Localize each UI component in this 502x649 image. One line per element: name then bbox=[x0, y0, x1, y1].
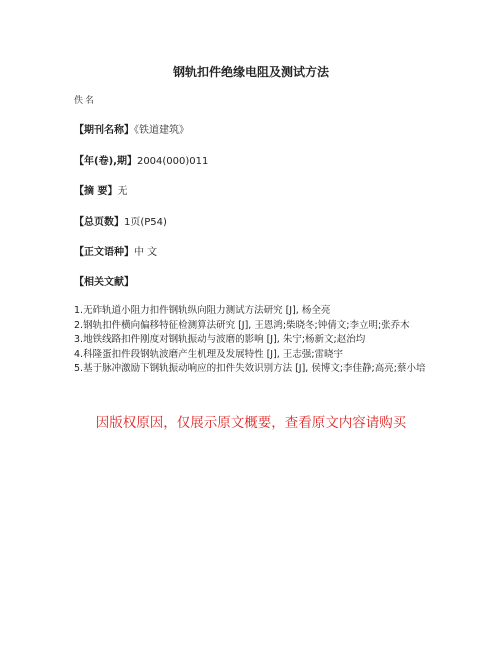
reference-list bbox=[74, 304, 434, 377]
reference-item[interactable]: 4.科隆蛋扣件段钢轨波磨产生机理及发展特性 [J], 王志强;雷晓宇 bbox=[74, 348, 344, 360]
field-journal-name bbox=[74, 124, 189, 138]
author: 佚名 bbox=[74, 96, 97, 106]
field-value: 无 bbox=[117, 186, 128, 197]
field-related-literature bbox=[74, 276, 134, 290]
field-year-volume-issue bbox=[74, 155, 208, 169]
field-value: 《铁道建筑》 bbox=[134, 125, 189, 136]
field-value: 2004(000)011 bbox=[136, 156, 209, 167]
field-label: 【相关文献】 bbox=[74, 277, 134, 288]
field-label: 【摘 要】 bbox=[74, 186, 118, 197]
reference-item[interactable]: 1.无砟轨道小阻力扣件钢轨纵向阻力测试方法研究 [J], 杨全亮 bbox=[74, 305, 331, 316]
reference-item[interactable]: 3.地铁线路扣件刚度对钢轨振动与波磨的影响 [J], 朱宁;杨新文;赵治均 bbox=[74, 334, 366, 345]
reference-item[interactable]: 2.钢轨扣件横向偏移特征检测算法研究 [J], 王恩鸿;柴晓冬;钟倩文;李立明;张乔木 bbox=[74, 319, 410, 331]
field-value: 中 文 bbox=[134, 247, 158, 258]
field-label: 【正文语种】 bbox=[74, 247, 134, 258]
field-language bbox=[74, 246, 157, 260]
reference-item[interactable]: 5.基于脉冲激励下钢轨振动响应的扣件失效识别方法 [J], 侯博文;李佳静;高亮;蔡小培 bbox=[74, 363, 426, 374]
field-label: 【期刊名称】 bbox=[74, 125, 134, 136]
field-value: 1页(P54) bbox=[124, 217, 167, 228]
field-label: 【总页数】 bbox=[74, 217, 124, 228]
field-abstract bbox=[74, 185, 127, 199]
field-label: 【年(卷),期】 bbox=[74, 156, 137, 167]
field-total-pages bbox=[74, 216, 167, 230]
document-title: 钢轨扣件绝缘电阻及测试方法 bbox=[172, 65, 329, 79]
copyright-notice: 因版权原因，仅展示原文概要，查看原文内容请购买 bbox=[95, 415, 407, 431]
